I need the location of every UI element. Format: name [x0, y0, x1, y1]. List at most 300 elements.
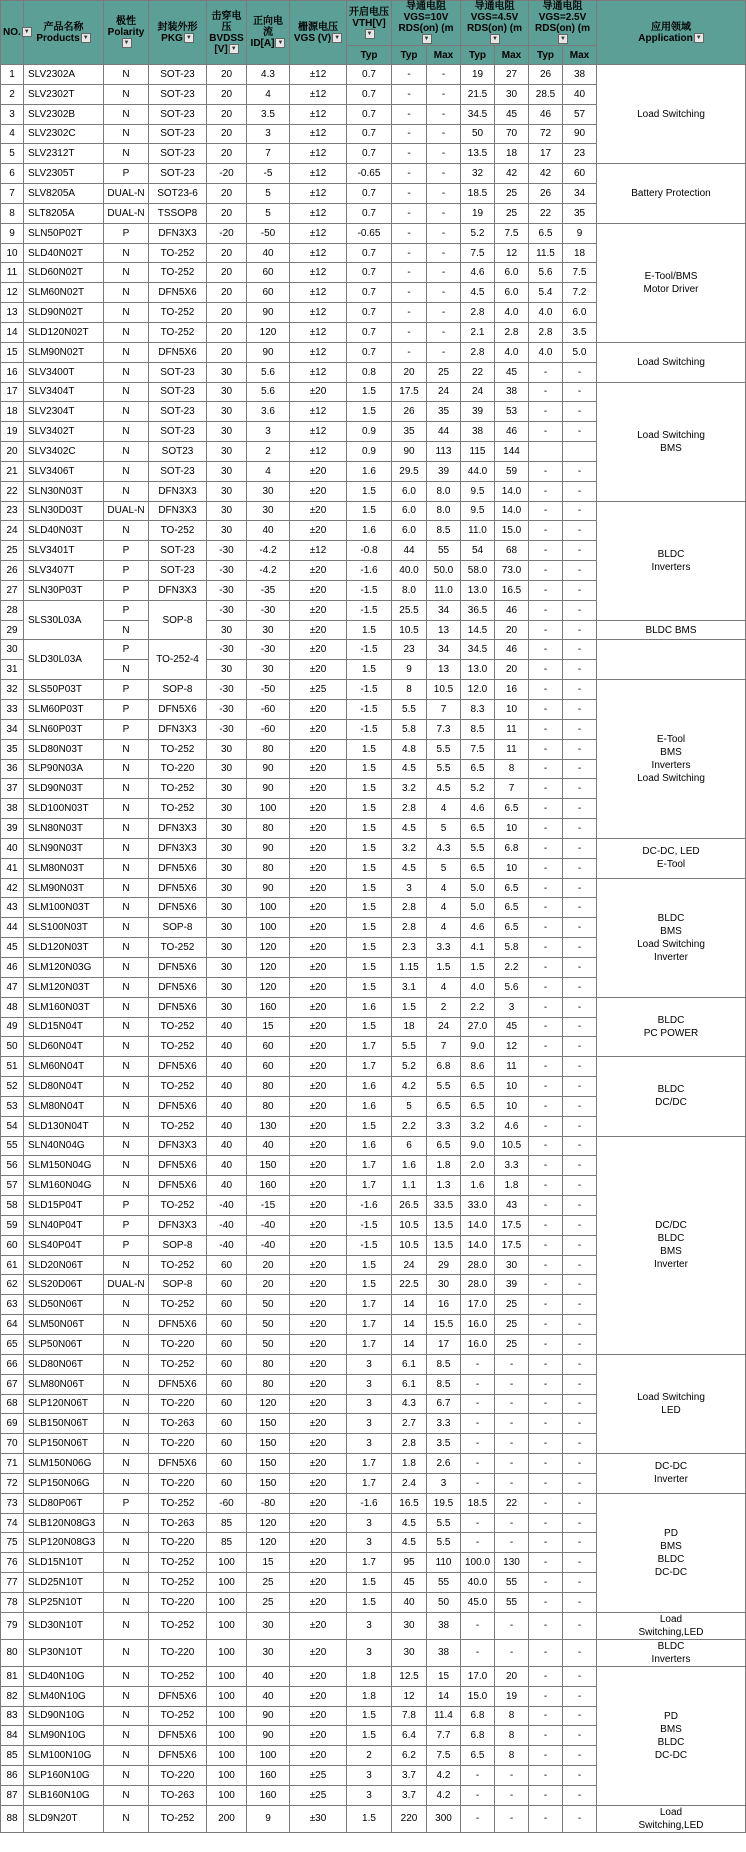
cell-no: 20: [1, 442, 24, 462]
application-text: Load Switching,LED: [638, 1806, 704, 1831]
cell-vth: 3: [347, 1533, 392, 1553]
cell-r45t: -: [461, 1513, 495, 1533]
cell-id: 25: [247, 1592, 290, 1612]
cell-pol: N: [104, 1639, 149, 1666]
cell-r45m: 4.6: [495, 1116, 529, 1136]
cell-bv: 60: [207, 1414, 247, 1434]
cell-pol: N: [104, 977, 149, 997]
cell-r25t: -: [529, 640, 563, 660]
cell-bv: 40: [207, 1077, 247, 1097]
subheader-2v5-typ: Typ: [529, 46, 563, 65]
cell-r10t: 10.5: [392, 1215, 427, 1235]
cell-id: 150: [247, 1156, 290, 1176]
cell-product: SLV3401T: [24, 541, 104, 561]
header-rds-4v5[interactable]: 导通电阻 VGS=4.5V RDS(on) (m▼: [461, 1, 529, 46]
cell-no: 38: [1, 799, 24, 819]
cell-no: 63: [1, 1295, 24, 1315]
cell-vgs: ±20: [290, 600, 347, 620]
cell-id: 120: [247, 1513, 290, 1533]
cell-r45m: -: [495, 1354, 529, 1374]
cell-r45t: 18.5: [461, 1493, 495, 1513]
cell-r10t: 10.5: [392, 1235, 427, 1255]
cell-no: 24: [1, 521, 24, 541]
cell-application: [597, 1805, 746, 1832]
cell-r10m: 11.0: [427, 580, 461, 600]
cell-pkg: TO-252: [149, 739, 207, 759]
cell-r10m: 34: [427, 640, 461, 660]
cell-application: [597, 1612, 746, 1639]
cell-pkg: TO-263: [149, 1414, 207, 1434]
cell-vgs: ±20: [290, 620, 347, 640]
cell-bv: 30: [207, 481, 247, 501]
cell-id: 30: [247, 1612, 290, 1639]
cell-product: SLD25N10T: [24, 1573, 104, 1593]
filter-dropdown-icon[interactable]: ▼: [558, 34, 568, 44]
cell-r10t: 4.5: [392, 1513, 427, 1533]
cell-r25m: 35: [563, 203, 597, 223]
filter-dropdown-icon[interactable]: ▼: [122, 38, 132, 48]
cell-id: 30: [247, 501, 290, 521]
cell-r10t: 2.2: [392, 1116, 427, 1136]
cell-pkg: TO-252: [149, 1255, 207, 1275]
cell-bv: 20: [207, 124, 247, 144]
filter-dropdown-icon[interactable]: ▼: [184, 33, 194, 43]
table-row: [1, 640, 746, 660]
cell-r45m: 11: [495, 739, 529, 759]
cell-no: 70: [1, 1434, 24, 1454]
cell-vgs: ±20: [290, 1454, 347, 1474]
filter-dropdown-icon[interactable]: ▼: [275, 38, 285, 48]
cell-r10t: 3.7: [392, 1785, 427, 1805]
cell-r25t: -: [529, 1686, 563, 1706]
cell-r10m: -: [427, 104, 461, 124]
cell-r25m: -: [563, 481, 597, 501]
cell-r25t: -: [529, 1096, 563, 1116]
cell-pkg: SOT-23: [149, 362, 207, 382]
cell-vth: 3: [347, 1612, 392, 1639]
cell-bv: 30: [207, 819, 247, 839]
cell-vth: 0.7: [347, 144, 392, 164]
cell-no: 15: [1, 342, 24, 362]
cell-vth: 1.7: [347, 1553, 392, 1573]
cell-id: 4: [247, 84, 290, 104]
header-products[interactable]: 产品名称 Products ▼: [24, 1, 104, 65]
cell-r45t: 8.3: [461, 700, 495, 720]
cell-r45m: -: [495, 1533, 529, 1553]
cell-no: 73: [1, 1493, 24, 1513]
cell-bv: 20: [207, 322, 247, 342]
cell-no: 39: [1, 819, 24, 839]
header-no[interactable]: NO. ▼: [1, 1, 24, 65]
cell-r45m: 12: [495, 1037, 529, 1057]
cell-r25t: -: [529, 858, 563, 878]
cell-product: SLM50N06T: [24, 1315, 104, 1335]
cell-vgs: ±12: [290, 184, 347, 204]
cell-vgs: ±20: [290, 878, 347, 898]
filter-dropdown-icon[interactable]: ▼: [229, 44, 239, 54]
cell-r10t: 2.8: [392, 918, 427, 938]
cell-r25m: -: [563, 1255, 597, 1275]
cell-bv: 60: [207, 1315, 247, 1335]
cell-r45m: 20: [495, 1666, 529, 1686]
table-row: [1, 1136, 746, 1156]
cell-product: SLV2302B: [24, 104, 104, 124]
cell-vth: 0.7: [347, 104, 392, 124]
cell-r25m: -: [563, 700, 597, 720]
cell-r45t: 6.5: [461, 858, 495, 878]
cell-r25m: -: [563, 640, 597, 660]
header-application[interactable]: 应用领域 Application ▼: [597, 1, 746, 65]
cell-vgs: ±20: [290, 1235, 347, 1255]
filter-dropdown-icon[interactable]: ▼: [365, 29, 375, 39]
header-vgs[interactable]: 栅源电压 VGS (V) ▼: [290, 1, 347, 65]
cell-pkg: TO-252: [149, 1666, 207, 1686]
cell-r25m: -: [563, 1473, 597, 1493]
cell-product: SLV3402T: [24, 422, 104, 442]
cell-r45m: 10: [495, 1077, 529, 1097]
cell-r10m: 14: [427, 1686, 461, 1706]
cell-r25m: -: [563, 1785, 597, 1805]
cell-vth: 0.7: [347, 322, 392, 342]
cell-id: 120: [247, 322, 290, 342]
cell-pol: N: [104, 422, 149, 442]
cell-r45t: 9.0: [461, 1037, 495, 1057]
filter-dropdown-icon[interactable]: ▼: [422, 34, 432, 44]
cell-vth: 1.5: [347, 838, 392, 858]
cell-pkg: SOT-23: [149, 402, 207, 422]
cell-bv: -20: [207, 164, 247, 184]
header-id[interactable]: 正向电流 ID[A] ▼: [247, 1, 290, 65]
cell-product: SLM100N10G: [24, 1746, 104, 1766]
cell-r10m: 2.6: [427, 1454, 461, 1474]
cell-vgs: ±20: [290, 819, 347, 839]
cell-r10t: -: [392, 342, 427, 362]
cell-r25m: -: [563, 1592, 597, 1612]
cell-bv: -60: [207, 1493, 247, 1513]
cell-bv: 40: [207, 1037, 247, 1057]
cell-bv: 20: [207, 303, 247, 323]
cell-r25t: 26: [529, 184, 563, 204]
cell-r10t: 16.5: [392, 1493, 427, 1513]
cell-id: 40: [247, 1666, 290, 1686]
cell-id: 2: [247, 442, 290, 462]
cell-vth: 1.5: [347, 779, 392, 799]
cell-r25t: -: [529, 1354, 563, 1374]
cell-vgs: ±20: [290, 700, 347, 720]
cell-pkg: DFN5X6: [149, 977, 207, 997]
cell-r45t: 1.5: [461, 957, 495, 977]
cell-r25m: -: [563, 620, 597, 640]
cell-pkg: DFN3X3: [149, 481, 207, 501]
cell-application: [597, 164, 746, 224]
cell-no: 30: [1, 640, 24, 660]
cell-pkg: TO-252: [149, 322, 207, 342]
cell-pkg: DFN3X3: [149, 223, 207, 243]
cell-product: SLD90N03T: [24, 779, 104, 799]
cell-r25m: -: [563, 918, 597, 938]
cell-r45t: 16.0: [461, 1315, 495, 1335]
cell-r25t: -: [529, 1454, 563, 1474]
cell-pol: P: [104, 223, 149, 243]
cell-no: 33: [1, 700, 24, 720]
cell-r25m: -: [563, 1017, 597, 1037]
cell-product: SLP160N10G: [24, 1766, 104, 1786]
cell-application: [597, 65, 746, 164]
cell-id: 4: [247, 461, 290, 481]
cell-product: SLD40N03T: [24, 521, 104, 541]
cell-bv: 20: [207, 342, 247, 362]
cell-r25m: -: [563, 1513, 597, 1533]
cell-product: SLN80N03T: [24, 819, 104, 839]
cell-pkg: TO-252-4: [149, 640, 207, 680]
cell-r10m: 7.3: [427, 719, 461, 739]
filter-dropdown-icon[interactable]: ▼: [332, 33, 342, 43]
cell-r25t: -: [529, 1533, 563, 1553]
cell-r10m: 24: [427, 382, 461, 402]
cell-r10m: -: [427, 65, 461, 85]
cell-bv: 40: [207, 1136, 247, 1156]
cell-r45m: 25: [495, 1315, 529, 1335]
cell-pkg: DFN3X3: [149, 719, 207, 739]
cell-pol: N: [104, 1354, 149, 1374]
cell-no: 18: [1, 402, 24, 422]
cell-vgs: ±20: [290, 1176, 347, 1196]
cell-no: 69: [1, 1414, 24, 1434]
cell-r45t: 28.0: [461, 1255, 495, 1275]
cell-id: 60: [247, 1037, 290, 1057]
cell-product: SLN90N03T: [24, 838, 104, 858]
cell-vth: 1.7: [347, 1176, 392, 1196]
cell-r45m: 6.5: [495, 898, 529, 918]
cell-id: 80: [247, 819, 290, 839]
cell-r10t: 20: [392, 362, 427, 382]
cell-r45t: -: [461, 1805, 495, 1832]
cell-id: 7: [247, 144, 290, 164]
cell-vgs: ±25: [290, 1766, 347, 1786]
cell-pkg: SOT-23: [149, 65, 207, 85]
cell-vgs: ±20: [290, 938, 347, 958]
cell-r45m: -: [495, 1805, 529, 1832]
filter-dropdown-icon[interactable]: ▼: [81, 33, 91, 43]
cell-r45m: 4.0: [495, 303, 529, 323]
cell-pkg: SOT-23: [149, 422, 207, 442]
cell-r45m: 6.0: [495, 283, 529, 303]
cell-r10t: 6.2: [392, 1746, 427, 1766]
cell-id: -50: [247, 223, 290, 243]
cell-bv: -20: [207, 223, 247, 243]
cell-pkg: DFN5X6: [149, 283, 207, 303]
cell-pkg: TO-252: [149, 1037, 207, 1057]
cell-bv: 30: [207, 362, 247, 382]
cell-r25m: -: [563, 1196, 597, 1216]
cell-r10m: 2: [427, 997, 461, 1017]
cell-r10t: 6: [392, 1136, 427, 1156]
cell-pkg: SOP-8: [149, 918, 207, 938]
cell-bv: 20: [207, 243, 247, 263]
cell-r25t: 6.5: [529, 223, 563, 243]
cell-r10t: 1.5: [392, 997, 427, 1017]
cell-r25t: -: [529, 918, 563, 938]
cell-vth: 1.7: [347, 1295, 392, 1315]
cell-r25t: -: [529, 561, 563, 581]
cell-r25t: -: [529, 977, 563, 997]
cell-bv: 60: [207, 1275, 247, 1295]
cell-bv: 100: [207, 1706, 247, 1726]
cell-r25t: -: [529, 680, 563, 700]
cell-r45m: 20: [495, 620, 529, 640]
cell-r45m: 5.8: [495, 938, 529, 958]
cell-pol: N: [104, 1136, 149, 1156]
cell-r10t: 5: [392, 1096, 427, 1116]
cell-vgs: ±20: [290, 977, 347, 997]
cell-r45t: -: [461, 1434, 495, 1454]
cell-bv: -30: [207, 700, 247, 720]
cell-vth: 1.5: [347, 1573, 392, 1593]
cell-r10m: 4: [427, 799, 461, 819]
cell-pol: N: [104, 858, 149, 878]
cell-pol: N: [104, 1553, 149, 1573]
cell-pol: P: [104, 680, 149, 700]
filter-dropdown-icon[interactable]: ▼: [22, 27, 32, 37]
cell-r45t: 2.0: [461, 1156, 495, 1176]
cell-no: 14: [1, 322, 24, 342]
cell-r45m: 144: [495, 442, 529, 462]
cell-r25m: -: [563, 1805, 597, 1832]
cell-r25t: -: [529, 1235, 563, 1255]
cell-product: SLS40P04T: [24, 1235, 104, 1255]
cell-vth: 0.7: [347, 283, 392, 303]
cell-id: 30: [247, 481, 290, 501]
cell-r25m: -: [563, 422, 597, 442]
cell-pol: N: [104, 1805, 149, 1832]
cell-r10t: 29.5: [392, 461, 427, 481]
cell-r10t: 90: [392, 442, 427, 462]
cell-r25m: -: [563, 580, 597, 600]
cell-r25m: -: [563, 759, 597, 779]
cell-pkg: SOT-23: [149, 541, 207, 561]
header-rds-10v[interactable]: 导通电阻 VGS=10V RDS(on) (m▼: [392, 1, 461, 46]
cell-no: 35: [1, 739, 24, 759]
cell-pol: P: [104, 1235, 149, 1255]
application-text: PD BMS BLDC DC-DC: [654, 1710, 688, 1761]
cell-vth: 1.5: [347, 918, 392, 938]
cell-no: 31: [1, 660, 24, 680]
header-vth[interactable]: 开启电压 VTH[V]▼: [347, 1, 392, 46]
cell-r10m: 5.5: [427, 1533, 461, 1553]
cell-vgs: ±20: [290, 838, 347, 858]
cell-no: 53: [1, 1096, 24, 1116]
header-bvdss[interactable]: 击穿电压 BVDSS [V] ▼: [207, 1, 247, 65]
cell-r45t: 2.2: [461, 997, 495, 1017]
cell-vth: 0.7: [347, 124, 392, 144]
cell-r25m: -: [563, 1434, 597, 1454]
cell-id: 120: [247, 1533, 290, 1553]
cell-r25t: -: [529, 1639, 563, 1666]
cell-r25m: -: [563, 561, 597, 581]
cell-pol: N: [104, 1746, 149, 1766]
cell-product: SLP120N06T: [24, 1394, 104, 1414]
filter-dropdown-icon[interactable]: ▼: [490, 34, 500, 44]
cell-r10m: 1.3: [427, 1176, 461, 1196]
cell-pol: P: [104, 719, 149, 739]
cell-product: SLN30P03T: [24, 580, 104, 600]
header-pkg[interactable]: 封装外形 PKG ▼: [149, 1, 207, 65]
cell-product: SLV2305T: [24, 164, 104, 184]
cell-product: SLM120N03G: [24, 957, 104, 977]
cell-r45t: -: [461, 1394, 495, 1414]
cell-r45m: -: [495, 1414, 529, 1434]
cell-r10m: -: [427, 243, 461, 263]
cell-r45m: 38: [495, 382, 529, 402]
cell-r45m: -: [495, 1785, 529, 1805]
cell-r45m: 10: [495, 819, 529, 839]
cell-r25m: -: [563, 1573, 597, 1593]
cell-r25t: 42: [529, 164, 563, 184]
cell-vth: 1.5: [347, 799, 392, 819]
header-polarity[interactable]: 极性 Polarity▼: [104, 1, 149, 65]
cell-r45t: -: [461, 1454, 495, 1474]
cell-product: SLP25N10T: [24, 1592, 104, 1612]
cell-r45t: 8.6: [461, 1057, 495, 1077]
cell-r45t: 5.2: [461, 779, 495, 799]
cell-r10m: 7: [427, 700, 461, 720]
cell-r45t: 2.8: [461, 342, 495, 362]
cell-r45t: 32: [461, 164, 495, 184]
cell-vgs: ±20: [290, 1255, 347, 1275]
cell-pol: N: [104, 739, 149, 759]
cell-product: SLV3406T: [24, 461, 104, 481]
header-rds-2v5[interactable]: 导通电阻 VGS=2.5V RDS(on) (m▼: [529, 1, 597, 46]
cell-application: [597, 1354, 746, 1453]
cell-bv: 100: [207, 1553, 247, 1573]
cell-vth: 0.7: [347, 303, 392, 323]
cell-pol: N: [104, 957, 149, 977]
cell-r25m: 18: [563, 243, 597, 263]
cell-bv: 30: [207, 501, 247, 521]
cell-r45t: 4.0: [461, 977, 495, 997]
cell-r25t: -: [529, 700, 563, 720]
cell-pol: P: [104, 561, 149, 581]
application-text: BLDC BMS: [645, 624, 697, 636]
cell-product: SLV3400T: [24, 362, 104, 382]
cell-bv: 30: [207, 521, 247, 541]
cell-r25m: -: [563, 1096, 597, 1116]
subheader-10v-max: Max: [427, 46, 461, 65]
cell-r45t: 6.8: [461, 1726, 495, 1746]
cell-r45t: -: [461, 1639, 495, 1666]
cell-product: SLD130N04T: [24, 1116, 104, 1136]
cell-no: 59: [1, 1215, 24, 1235]
cell-r10m: 34: [427, 600, 461, 620]
cell-no: 79: [1, 1612, 24, 1639]
cell-r25t: -: [529, 1176, 563, 1196]
cell-bv: 30: [207, 442, 247, 462]
cell-r25m: 60: [563, 164, 597, 184]
filter-dropdown-icon[interactable]: ▼: [694, 33, 704, 43]
cell-r45t: 45.0: [461, 1592, 495, 1612]
cell-r25t: 26: [529, 65, 563, 85]
cell-vgs: ±20: [290, 1612, 347, 1639]
cell-r25m: -: [563, 1639, 597, 1666]
table-row: [1, 1612, 746, 1639]
cell-bv: 30: [207, 858, 247, 878]
cell-r25m: -: [563, 1666, 597, 1686]
cell-application: [597, 501, 746, 620]
cell-r45m: 1.8: [495, 1176, 529, 1196]
cell-no: 10: [1, 243, 24, 263]
cell-r25t: -: [529, 1156, 563, 1176]
cell-pkg: DFN5X6: [149, 1686, 207, 1706]
